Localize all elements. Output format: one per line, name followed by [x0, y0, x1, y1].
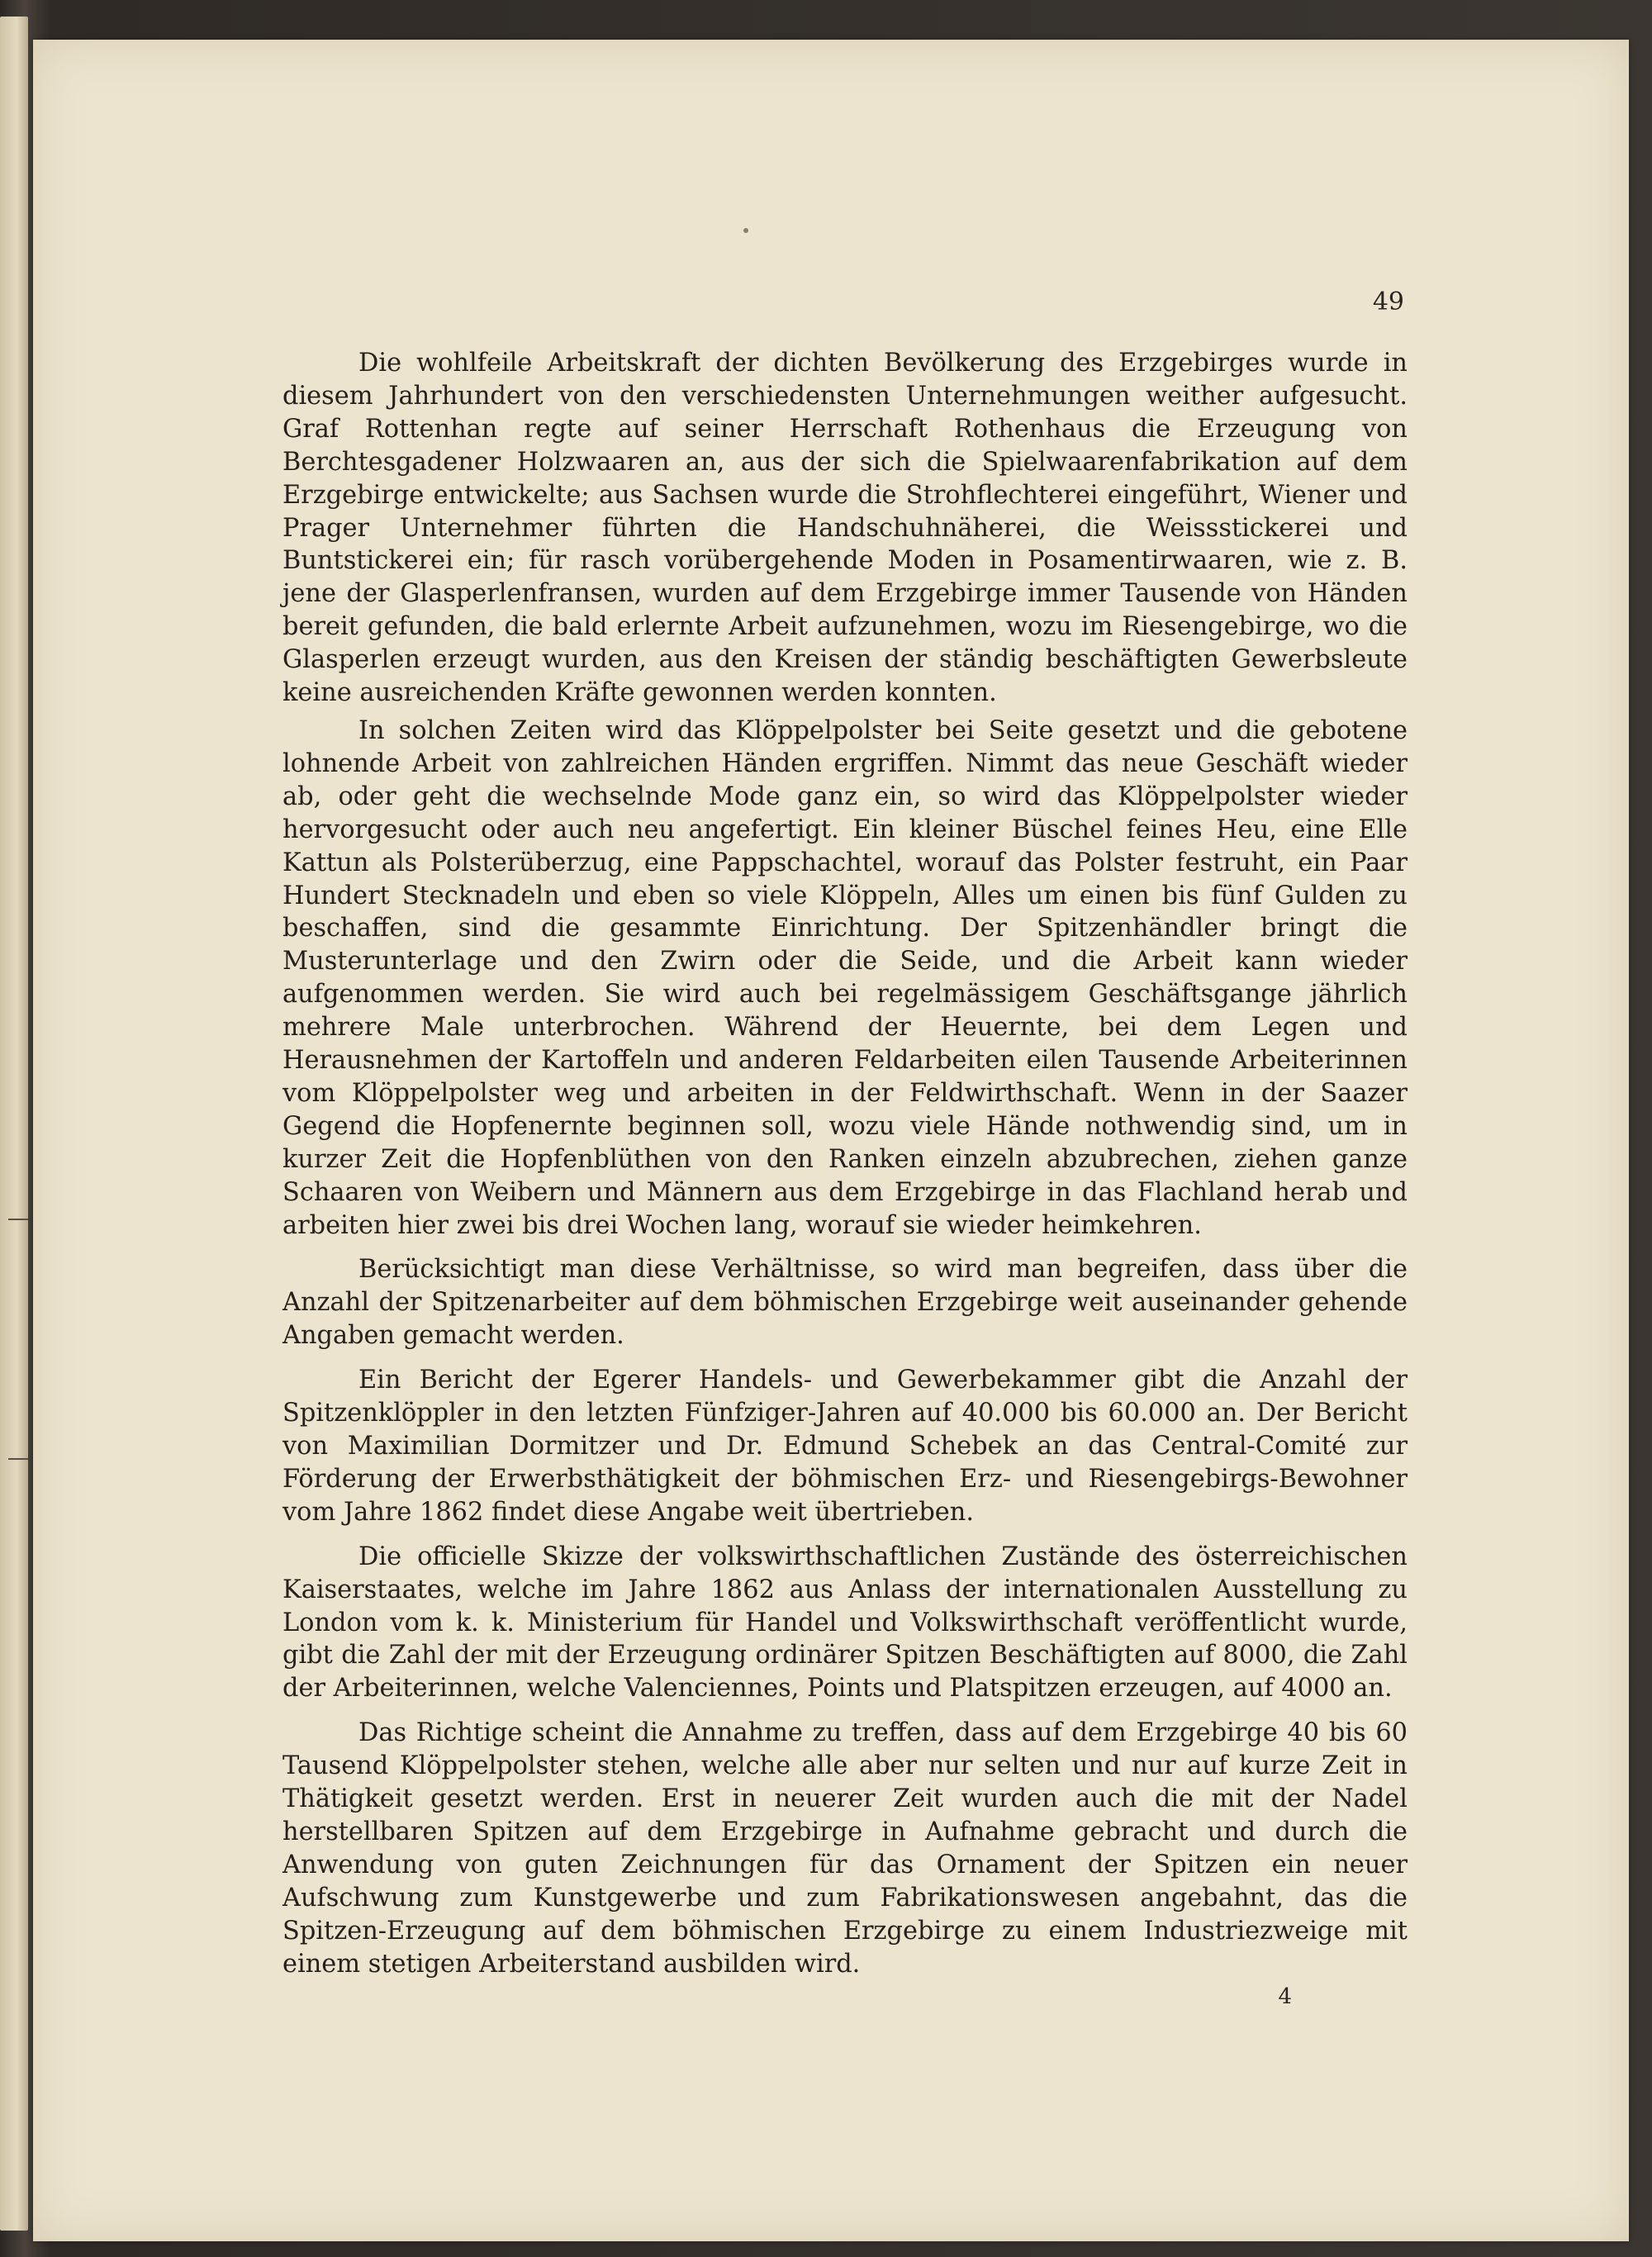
book-page: [33, 40, 1629, 2241]
paragraph: Die officielle Skizze der volkswirthschaftlichen Zustände des österreichischen Kaiserstaates, welche im Jahre 1862 aus Anlass der internationalen Ausstellung zu London vom k. k. Ministerium für Handel und Volkswirthschaft veröffentlicht wurde, gibt die Zahl der mit der Erzeugung ordinärer Spitzen Beschäftigten auf 8000, die Zahl der Arbeiterinnen, welche Valenciennes, Points und Platspitzen erzeugen, auf 4000 an.: [282, 1542, 1408, 1703]
previous-page-edge: [0, 17, 28, 2231]
paragraph: Das Richtige scheint die Annahme zu treffen, dass auf dem Erzgebirge 40 bis 60 Tausend Klöppelpolster stehen, welche alle aber nur selten und nur auf kurze Zeit in Thätigkeit gesetzt werden. Erst in neuerer Zeit wurden auch die mit der Nadel herstellbaren Spitzen auf dem Erzgebirge in Aufnahme gebracht und durch die Anwendung von guten Zeichnungen für das Ornament der Spitzen ein neuer Aufschwung zum Kunstgewerbe und zum Fabrikationswesen angebahnt, das die Spitzen-Erzeugung auf dem böhmischen Erzgebirge zu einem Industriezweige mit einem stetigen Arbeiterstand ausbilden wird.: [282, 1718, 1408, 1979]
page-number: 49: [1372, 287, 1404, 316]
body-text: [282, 347, 1408, 1993]
printer-signature: 4: [1278, 1984, 1292, 2009]
paragraph: In solchen Zeiten wird das Klöppelpolster bei Seite gesetzt und die gebotene lohnende Arbeit von zahlreichen Händen ergriffen. Nimmt das neue Geschäft wieder ab, oder geht die wechselnde Mode ganz ein, so wird das Klöppelpolster wieder hervorgesucht oder auch neu angefertigt. Ein kleiner Büschel feines Heu, eine Elle Kattun als Polsterüberzug, eine Pappschachtel, worauf das Polster festruht, ein Paar Hundert Stecknadeln und eben so viele Klöppeln, Alles um einen bis fünf Gulden zu beschaffen, sind die gesammte Einrichtung. Der Spitzenhändler bringt die Musterunterlage und den Zwirn oder die Seide, und die Arbeit kann wieder aufgenommen werden. Sie wird auch bei regelmässigem Geschäftsgange jährlich mehrere Male unterbrochen. Während der Heuernte, bei dem Legen und Herausnehmen der Kartoffeln und anderen Feldarbeiten eilen Tausende Arbeiterinnen vom Klöppelpolster weg und arbeiten in der Feldwirthschaft. Wenn in der Saazer Gegend die Hopfenernte beginnen soll, wozu viele Hände nothwendig sind, um in kurzer Zeit die Hopfenblüthen von den Ranken einzeln abzubrechen, ziehen ganze Schaaren von Weibern und Männern aus dem Erzgebirge in das Flachland herab und arbeiten hier zwei bis drei Wochen lang, worauf sie wieder heimkehren.: [282, 715, 1408, 1240]
edge-mark: [8, 1219, 28, 1220]
paragraph: Ein Bericht der Egerer Handels- und Gewerbekammer gibt die Anzahl der Spitzenklöppler in den letzten Fünfziger-Jahren auf 40.000 bis 60.000 an. Der Bericht von Maximilian Dormitzer und Dr. Edmund Schebek an das Central-Comité zur Förderung der Erwerbsthätigkeit der böhmischen Erz- und Riesengebirgs-Bewohner vom Jahre 1862 findet diese Angabe weit übertrieben.: [282, 1366, 1408, 1527]
edge-mark: [8, 1458, 28, 1460]
paragraph: Die wohlfeile Arbeitskraft der dichten Bevölkerung des Erzgebirges wurde in diesem Jahrhundert von den verschiedensten Unternehmungen weither aufgesucht. Graf Rottenhan regte auf seiner Herrschaft Rothenhaus die Erzeugung von Berchtesgadener Holzwaaren an, aus der sich die Spielwaarenfabrikation auf dem Erzgebirge entwickelte; aus Sachsen wurde die Strohflechterei eingeführt, Wiener und Prager Unternehmer führten die Handschuhnäherei, die Weissstickerei und Buntstickerei ein; für rasch vorübergehende Moden in Posamentirwaaren, wie z. B. jene der Glasperlenfransen, wurden auf dem Erzgebirge immer Tausende von Händen bereit gefunden, die bald erlernte Arbeit aufzunehmen, wozu im Riesengebirge, wo die Glasperlen erzeugt wurden, aus den Kreisen der ständig beschäftigten Gewerbsleute keine ausreichenden Kräfte gewonnen werden konnten.: [282, 349, 1408, 708]
paragraph: Berücksichtigt man diese Verhältnisse, so wird man begreifen, dass über die Anzahl der Spitzenarbeiter auf dem böhmischen Erzgebirge weit auseinander gehende Angaben gemacht werden.: [282, 1255, 1408, 1351]
paper-speck: [743, 228, 748, 233]
